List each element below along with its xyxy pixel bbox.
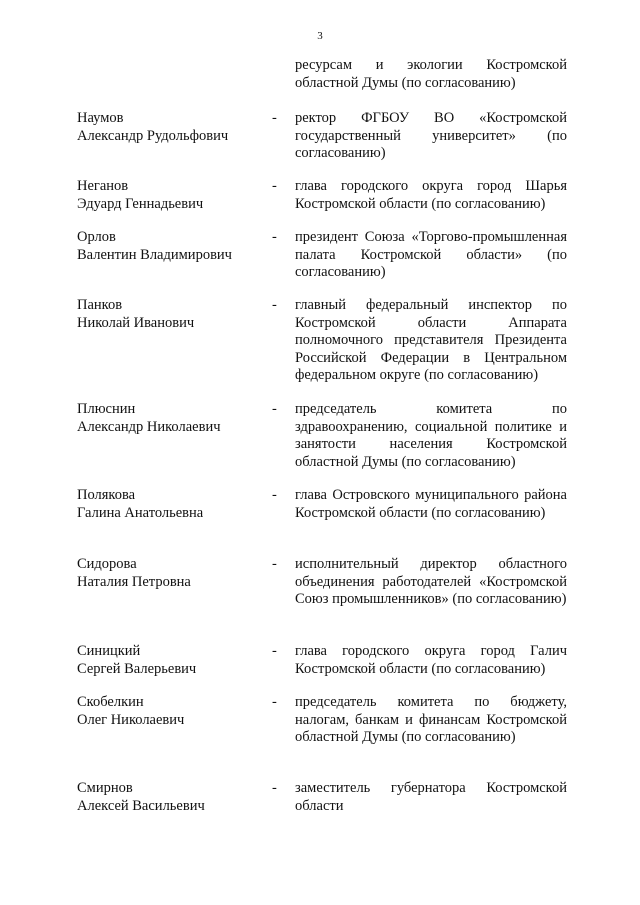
dash-separator: -: [272, 694, 277, 710]
continued-role-text: ресурсам и экологии Костромской областной Думы (по согласованию): [295, 57, 567, 91]
dash-separator: -: [272, 178, 277, 194]
dash-separator: -: [272, 229, 277, 245]
member-given-names: Галина Анатольевна: [77, 504, 204, 521]
member-role: глава городского округа город Галич Костромской области (по согласованию): [295, 643, 567, 677]
member-surname: Панков: [77, 297, 123, 313]
member-surname: Неганов: [77, 178, 129, 194]
member-given-names: Эдуард Геннадьевич: [77, 195, 204, 212]
page-number: 3: [317, 30, 323, 42]
dash-separator: -: [272, 556, 277, 572]
member-surname: Наумов: [77, 110, 124, 126]
member-role: глава Островского муниципального района Костромской области (по согласованию): [295, 487, 567, 521]
member-name: [77, 694, 262, 729]
member-name: [77, 643, 262, 678]
member-role: заместитель губернатора Костромской области: [295, 780, 567, 814]
member-name: [77, 487, 262, 522]
dash-separator: -: [272, 401, 277, 417]
member-given-names: Наталия Петровна: [77, 573, 191, 590]
member-given-names: Сергей Валерьевич: [77, 660, 197, 677]
member-role: главный федеральный инспектор по Костромской области Аппарата полномочного представителя Президента Российской Федерации в Центральном федеральном округе (по согласованию): [295, 297, 567, 383]
dash-separator: -: [272, 110, 277, 126]
member-given-names: Александр Рудольфович: [77, 127, 229, 144]
member-name: [77, 780, 262, 815]
member-role: председатель комитета по здравоохранению, социальной политике и занятости населения Костромской областной Думы (по согласованию): [295, 401, 567, 470]
member-role: президент Союза «Торгово-промышленная палата Костромской области» (по согласованию): [295, 229, 567, 280]
member-surname: Сидорова: [77, 556, 137, 572]
member-name: [77, 110, 262, 145]
member-surname: Полякова: [77, 487, 136, 503]
member-name: [77, 297, 262, 332]
dash-separator: -: [272, 487, 277, 503]
member-surname: Смирнов: [77, 780, 133, 796]
member-name: [77, 178, 262, 213]
member-given-names: Валентин Владимирович: [77, 246, 232, 263]
member-role: председатель комитета по бюджету, налогам, банкам и финансам Костромской областной Думы (по согласованию): [295, 694, 567, 745]
dash-separator: -: [272, 643, 277, 659]
member-given-names: Николай Иванович: [77, 314, 195, 331]
member-name: [77, 556, 262, 591]
member-surname: Орлов: [77, 229, 116, 245]
member-given-names: Олег Николаевич: [77, 711, 185, 728]
member-given-names: Александр Николаевич: [77, 418, 221, 435]
member-given-names: Алексей Васильевич: [77, 797, 205, 814]
member-role: исполнительный директор областного объединения работодателей «Костромской Союз промышленников» (по согласованию): [295, 556, 567, 607]
member-name: [77, 229, 262, 264]
member-surname: Синицкий: [77, 643, 141, 659]
dash-separator: -: [272, 780, 277, 796]
member-surname: Плюснин: [77, 401, 136, 417]
member-name: [77, 401, 262, 436]
dash-separator: -: [272, 297, 277, 313]
member-role: ректор ФГБОУ ВО «Костромской государственный университет» (по согласованию): [295, 110, 567, 161]
member-surname: Скобелкин: [77, 694, 144, 710]
member-role: глава городского округа город Шарья Костромской области (по согласованию): [295, 178, 567, 212]
